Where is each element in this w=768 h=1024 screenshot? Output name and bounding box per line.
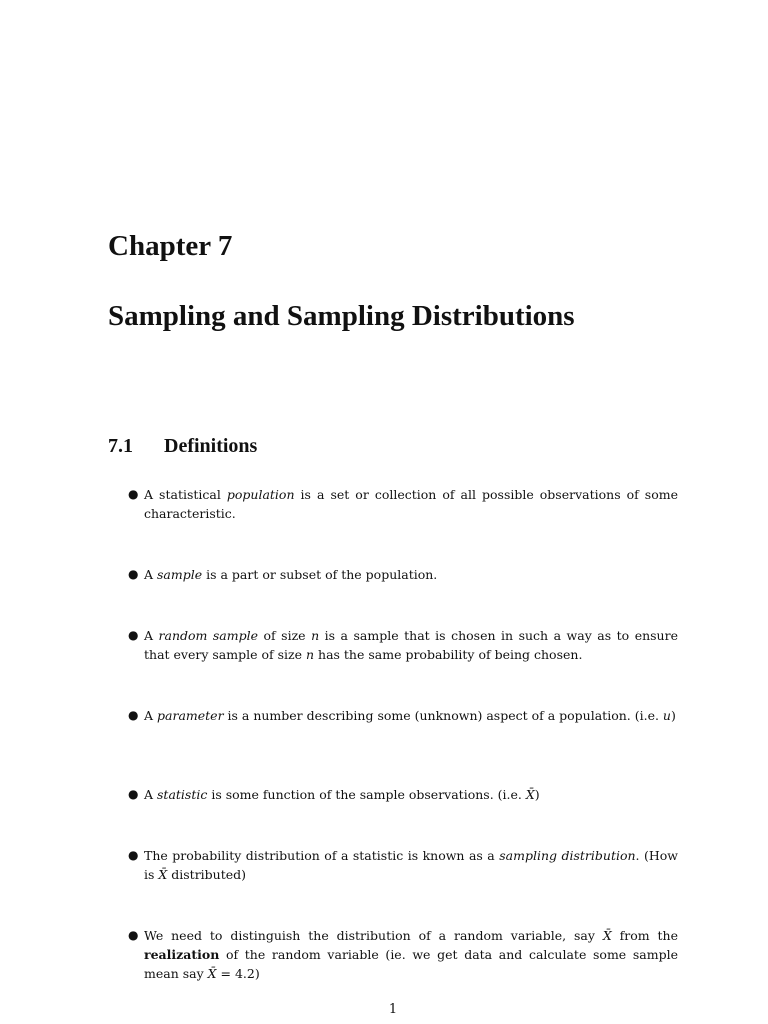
math-variable: n xyxy=(311,628,320,643)
bullet-text: ) xyxy=(534,787,540,802)
bullet-text: A xyxy=(144,787,158,802)
page-number: 1 xyxy=(388,1002,398,1017)
bullet-text: We need to distinguish the distribution of a random variable, say xyxy=(144,928,603,943)
bullet-text: from the xyxy=(611,928,678,943)
defined-term: sample xyxy=(157,567,203,582)
bullet-text: The probability distribution of a statistic is known as a xyxy=(144,848,500,863)
bullet-icon: ● xyxy=(128,848,139,862)
section-number: 7.1 xyxy=(108,435,133,457)
definition-statistic xyxy=(128,785,678,804)
definition-random-sample xyxy=(128,626,678,664)
bullet-text: A statistical xyxy=(144,487,227,502)
bullet-text: distributed) xyxy=(167,867,247,882)
math-symbol: X̄ xyxy=(158,867,168,882)
bullet-text: A xyxy=(144,628,159,643)
defined-term: parameter xyxy=(157,708,224,723)
chapter-label: Chapter 7 xyxy=(108,230,233,262)
bullet-icon: ● xyxy=(128,628,139,642)
bullet-text: of size xyxy=(258,628,312,643)
section-title: Definitions xyxy=(164,435,258,457)
bullet-text: of the random variable (ie. we get data and calculate some sample mean say xyxy=(144,947,678,981)
math-symbol: X̄ xyxy=(207,966,217,981)
definition-sampling-distribution xyxy=(128,846,678,884)
definition-parameter xyxy=(128,706,678,725)
bullet-text: = 4.2) xyxy=(216,966,260,981)
bullet-icon: ● xyxy=(128,567,139,581)
bullet-icon: ● xyxy=(128,487,139,501)
definition-sample xyxy=(128,565,678,584)
math-symbol: X̄ xyxy=(525,787,535,802)
math-symbol: u xyxy=(662,708,671,723)
bullet-text: . (How is xyxy=(144,848,678,882)
definition-population xyxy=(128,485,678,523)
defined-term: random sample xyxy=(158,628,259,643)
bullet-text: A xyxy=(144,708,158,723)
bullet-text: is a part or subset of the population. xyxy=(202,567,438,582)
defined-term: statistic xyxy=(157,787,208,802)
bullet-text: is some function of the sample observations. (i.e. xyxy=(207,787,526,802)
bullet-text: A xyxy=(144,567,158,582)
math-variable: n xyxy=(305,647,315,662)
bullet-icon: ● xyxy=(128,708,139,722)
definition-realization xyxy=(128,926,678,983)
defined-term: sampling distribution xyxy=(499,848,636,863)
defined-term: population xyxy=(226,487,295,502)
bullet-text: has the same probability of being chosen. xyxy=(314,647,583,662)
bullet-text: is a set or collection of all possible observations of some characteristic. xyxy=(144,487,678,521)
bullet-text: is a sample that is chosen in such a way as to ensure that every sample of size xyxy=(144,628,678,662)
chapter-title: Sampling and Sampling Distributions xyxy=(108,300,575,332)
bullet-icon: ● xyxy=(128,787,139,801)
defined-term: realization xyxy=(144,947,220,962)
bullet-text: is a number describing some (unknown) aspect of a population. (i.e. xyxy=(223,708,663,723)
bullet-text: ) xyxy=(670,708,676,723)
bullet-icon: ● xyxy=(128,928,139,942)
section-heading xyxy=(108,432,257,460)
math-symbol: X̄ xyxy=(602,928,612,943)
